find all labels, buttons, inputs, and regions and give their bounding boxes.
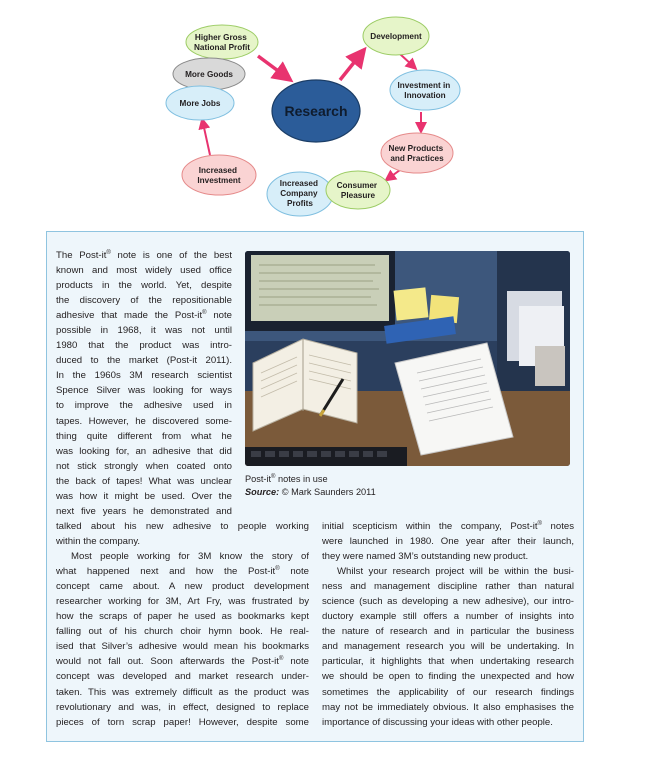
increased-profits-line3: Profits: [287, 199, 313, 208]
text-line: we should be open to finding the unexpected and how: [322, 671, 574, 683]
node-higher-gnp: [186, 25, 258, 59]
arrow-development-to-investment: [400, 54, 413, 66]
text-line: importance of discussing your ideas with other people.: [322, 716, 553, 728]
text-line: taken. This was extremely difficult as the product was: [56, 686, 309, 698]
text-line: not stick strongly when coated onto: [56, 460, 232, 472]
increased-profits-line2: Company: [280, 189, 318, 198]
research-label: Research: [284, 103, 348, 119]
text-line: possible in 1968, it was not until: [56, 325, 232, 337]
caption-prefix: Post-it: [245, 474, 272, 484]
text-line: the nature of research and in particular the business: [322, 626, 574, 638]
arrow-newproducts-to-consumer: [389, 170, 400, 178]
text-line: the discovery of the repositionable: [56, 295, 232, 307]
text-line: 1980 that the product was intro-: [56, 340, 232, 352]
text-line: science (such as developing a new adhesive), our intro-: [322, 596, 574, 608]
bottom-right-text: [322, 519, 574, 730]
text-line: particular, it highlights that when undertaking research: [322, 656, 574, 668]
development-label: Development: [370, 32, 422, 41]
text-line: would not fall out. Soon afterwards the Post-it® note: [56, 656, 309, 668]
node-increased-profits: [267, 172, 333, 216]
text-line: was how it might be used. Over the: [56, 490, 232, 502]
text-line: they were named 3M’s outstanding new product.: [322, 551, 529, 563]
investment-innovation-line2: Innovation: [404, 91, 446, 100]
text-line: ness and management discipline rather than natural: [322, 581, 574, 593]
text-line: thing quite different from what he: [56, 430, 232, 442]
increased-investment-line1: Increased: [198, 166, 237, 175]
more-jobs-label: More Jobs: [179, 99, 221, 108]
arrow-gnp-to-research: [258, 56, 285, 76]
text-line: Spence Silver was looking for ways: [56, 385, 232, 397]
text-line: concept came about. A new product development: [56, 581, 309, 593]
svg-text:Higher Gross National Pr: [194, 33, 250, 52]
left-column-text: [56, 248, 232, 519]
text-line: next five years he demonstrated and: [56, 505, 232, 517]
registered-mark: ®: [271, 474, 276, 480]
text-line: may not be immediately obvious. It also emphasises the: [322, 701, 574, 713]
new-products-line1: New Products: [388, 144, 444, 153]
arrow-investment-to-morejobs: [203, 123, 210, 155]
text-line: to improve the adhesive used in: [56, 400, 232, 412]
text-line: ductory example still offers a number of insights into: [322, 611, 574, 623]
caption-suffix: notes in use: [275, 474, 328, 484]
photo-source: [245, 487, 376, 498]
increased-profits-line1: Increased: [279, 179, 318, 188]
text-line: talked about his new adhesive to people working: [56, 521, 309, 532]
text-line: Most people working for 3M know the story of: [71, 551, 309, 563]
text-line: products in the world. Yet, despite: [56, 280, 232, 292]
research-cycle-diagram: [0, 0, 648, 230]
node-more-goods: [173, 58, 245, 90]
node-investment-innovation: [390, 70, 460, 110]
consumer-pleasure-line1: Consumer: [336, 181, 378, 190]
text-line: sometimes the applicability of our research findings: [322, 686, 574, 698]
consumer-pleasure-line2: Pleasure: [340, 191, 376, 200]
svg-text:New Products and Practic: [389, 144, 446, 163]
registered-mark: ®: [278, 656, 284, 663]
text-line: within the company.: [56, 536, 141, 548]
text-line: researcher working for 3M, Art Fry, was frustrated by: [56, 596, 309, 608]
text-line: Whilst your research project will be within the busi-: [337, 566, 574, 578]
registered-mark: ®: [537, 521, 542, 527]
node-research: [272, 80, 360, 142]
registered-mark: ®: [275, 566, 280, 573]
node-new-products: [381, 133, 453, 173]
svg-text:Increased Investment: [197, 166, 240, 185]
registered-mark: ®: [106, 250, 111, 256]
text-line: was looking for, an adhesive that did: [56, 445, 232, 457]
text-line: adhesive that made the Post-it® note: [56, 310, 232, 322]
registered-mark: ®: [202, 310, 207, 317]
svg-text:Investment in Innovation: [397, 81, 452, 100]
text-line: falling out of his church choir hymn book. He real-: [56, 626, 309, 638]
increased-investment-line2: Investment: [197, 176, 241, 185]
text-line: The Post-it® note is one of the best: [56, 250, 232, 261]
investment-innovation-line1: Investment in: [397, 81, 451, 90]
text-line: revolutionary and was, in effect, designed to replace: [56, 701, 309, 713]
text-line: what happened next and how the Post-it® note: [56, 566, 309, 578]
node-development: [363, 17, 429, 55]
source-label: Source:: [245, 487, 280, 497]
node-increased-investment: [182, 155, 256, 195]
node-consumer-pleasure: [326, 171, 390, 209]
text-line: In the 1960s 3M research scientist: [56, 370, 232, 382]
higher-gnp-line1: Higher Gross: [194, 33, 247, 42]
text-line: concept was developed and market research under-: [56, 671, 309, 683]
photo-caption: [245, 474, 328, 485]
text-line: duced to the market (Post-it 2011).: [56, 355, 232, 367]
bottom-left-text: [56, 519, 309, 730]
node-more-jobs: [166, 86, 234, 120]
svg-text:Consumer Pleasure: [337, 181, 380, 200]
text-line: ised that Silver’s adhesive would mean his bookmarks: [56, 641, 309, 653]
arrow-research-to-development: [340, 55, 360, 80]
text-line: were launched in 1980. One year after their launch,: [322, 536, 574, 548]
post-it-photo: [245, 251, 570, 466]
text-line: pieces of torn scrap paper! However, despite some: [56, 716, 309, 728]
text-line: known and most widely used office: [56, 265, 232, 277]
text-line: how the scraps of paper he used as bookmarks kept: [56, 611, 309, 623]
source-text: © Mark Saunders 2011: [279, 487, 376, 497]
text-line: and management research you will be undertaking. In: [322, 641, 574, 653]
higher-gnp-line2: National Profit: [194, 43, 250, 52]
new-products-line2: and Practices: [390, 154, 444, 163]
more-goods-label: More Goods: [185, 70, 233, 79]
text-line: initial scepticism within the company, Post-it® notes: [322, 521, 574, 532]
text-line: the back of tapes! What was unclear: [56, 475, 232, 487]
text-line: tapes. However, he discovered some-: [56, 415, 232, 427]
